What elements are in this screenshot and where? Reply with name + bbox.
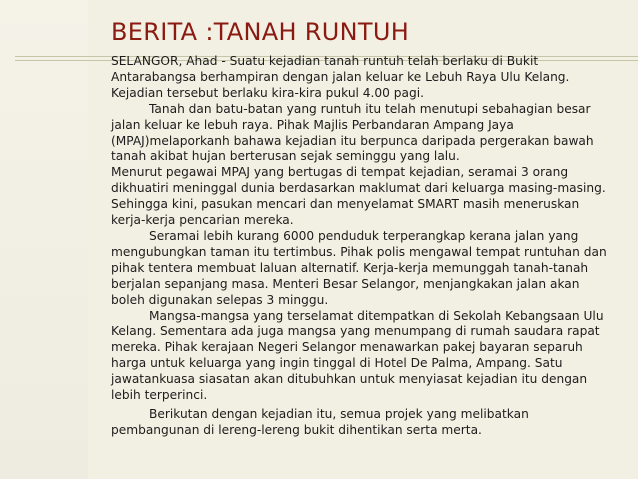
- slide-title: BERITA :TANAH RUNTUH: [111, 18, 410, 46]
- paragraph-residents-trapped: Seramai lebih kurang 6000 penduduk terperangkap kerana jalan yang mengubungkan taman itu tertimbus. Pihak polis mengawal tempat runtuhan dan pihak tentera membuat laluan alternatif. Kerja-kerja memunggah tanah-tanah berjalan sepanjang masa. Menteri Besar Selangor, menjangkakan jalan akan boleh digunakan selepas 3 minggu.: [111, 228, 607, 307]
- paragraph-landslide-details: Tanah dan batu-batan yang runtuh itu telah menutupi sebahagian besar jalan keluar ke lebuh raya. Pihak Majlis Perbandaran Ampang Jaya (MPAJ)melaporkanh bahawa kejadian itu berpunca daripada pergerakan bawah tanah akibat hujan berterusan sejak seminggu yang lalu.: [111, 101, 594, 164]
- paragraph-victims-shelter: Mangsa-mangsa yang terselamat ditempatkan di Sekolah Kebangsaan Ulu Kelang. Sementara ada juga mangsa yang menumpang di rumah saudara rapat mereka. Pihak kerajaan Negeri Selangor menawarkan pakej bayaran separuh harga untuk keluarga yang ingin tinggal di Hotel De Palma, Ampang. Satu jawatankuasa siasatan akan ditubuhkan untuk menyiasat kejadian itu dengan lebih terperinci.: [111, 308, 604, 403]
- news-body: [111, 54, 616, 439]
- slide-left-band: [0, 0, 88, 479]
- paragraph-intro: SELANGOR, Ahad - Suatu kejadian tanah runtuh telah berlaku di Bukit Antarabangsa berhampiran dengan jalan keluar ke Lebuh Raya Ulu Kelang. Kejadian tersebut berlaku kira-kira pukul 4.00 pagi.: [111, 54, 570, 100]
- paragraph-casualties: Menurut pegawai MPAJ yang bertugas di tempat kejadian, seramai 3 orang dikhuatiri meninggal dunia berdasarkan maklumat dari keluarga masing-masing. Sehingga kini, pasukan mencari dan menyelamat SMART masih meneruskan kerja-kerja pencarian mereka.: [111, 165, 606, 228]
- paragraph-projects-halted: Berikutan dengan kejadian itu, semua projek yang melibatkan pembangunan di lereng-lereng bukit dihentikan serta merta.: [111, 406, 529, 437]
